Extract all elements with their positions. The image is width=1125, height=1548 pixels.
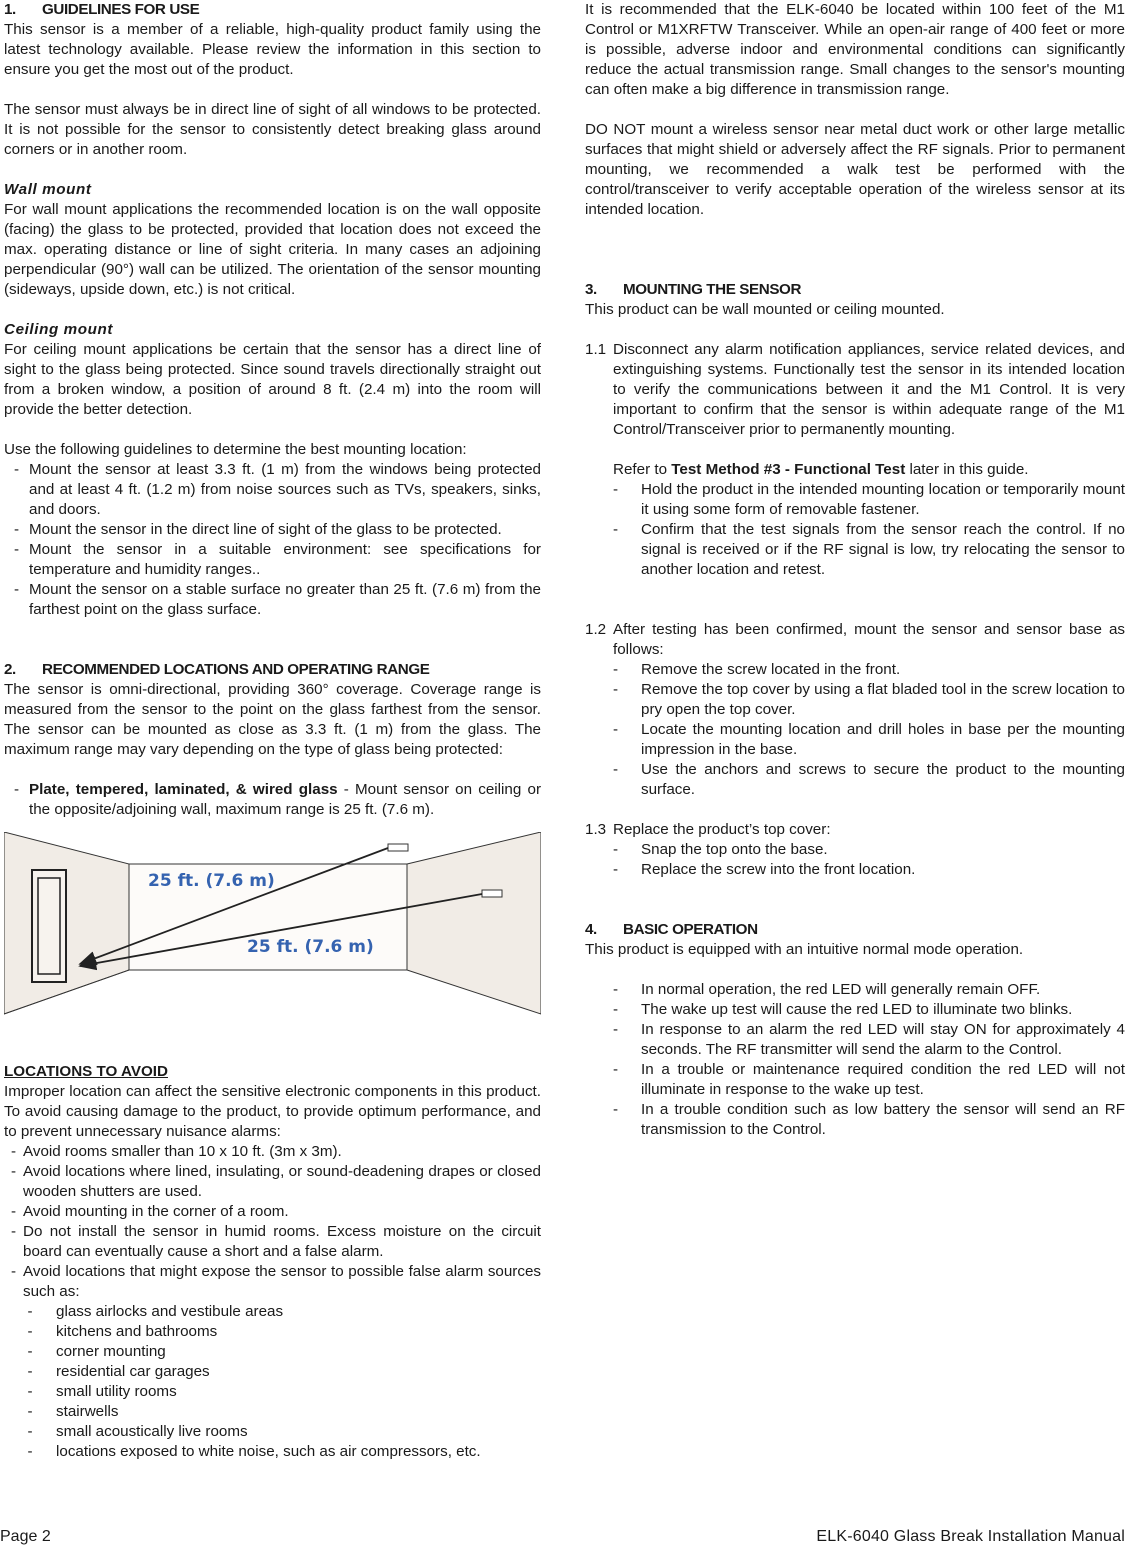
locations-to-avoid-heading: LOCATIONS TO AVOID	[4, 1063, 168, 1080]
list-item: - Hold the product in the intended mounting location or temporarily mount it using some form of removable fastener.	[613, 481, 1125, 518]
list-item: - glass airlocks and vestibule areas	[27, 1303, 284, 1320]
list-item: - small acoustically live rooms	[27, 1423, 248, 1440]
guidelines-intro: Use the following guidelines to determine the best mounting location:	[4, 441, 467, 458]
coverage-paragraph: The sensor is omni-directional, providing 360° coverage. Coverage range is measured from the sensor to the point on the glass farthest from the sensor. The sensor can be mounted as close as 3.3 ft. (1 m) from the glass. The maximum range may vary depending on the type of glass being protected:	[4, 681, 541, 758]
line-of-sight-paragraph: The sensor must always be in direct line of sight of all windows to be protected. It is not possible for the sensor to consistently detect breaking glass around corners or in another room.	[4, 101, 541, 158]
list-item: - Use the anchors and screws to secure the product to the mounting surface.	[613, 761, 1125, 798]
list-item: - small utility rooms	[27, 1383, 177, 1400]
list-item: - Remove the top cover by using a flat bladed tool in the screw location to pry open the top cover.	[613, 681, 1125, 718]
list-item: - The wake up test will cause the red LED to illuminate two blinks.	[613, 1001, 1073, 1018]
left-column	[4, 0, 541, 1462]
transmission-range-paragraph: It is recommended that the ELK-6040 be located within 100 feet of the M1 Control or M1XRFTW Transceiver. While an open-air range of 400 feet or more is possible, adverse indoor and environmental conditions can significantly reduce the actual transmission range. Small changes to the sensor's mounting can often make a big difference in transmission range.	[585, 1, 1125, 98]
ceiling-sensor	[388, 844, 408, 851]
list-item: - In a trouble condition such as low battery the sensor will send an RF transmission to the Control.	[613, 1101, 1125, 1138]
list-item: - stairwells	[27, 1403, 119, 1420]
wall-mount-heading: Wall mount	[4, 181, 92, 198]
refer-test-method: Refer to Test Method #3 - Functional Test later in this guide.	[613, 461, 1029, 478]
range-label-top: 25 ft. (7.6 m)	[148, 871, 275, 891]
section-2-heading: 2. RECOMMENDED LOCATIONS AND OPERATING RANGE	[4, 661, 430, 678]
range-diagram	[4, 832, 541, 1020]
right-column	[585, 0, 1125, 1140]
list-item: - Confirm that the test signals from the sensor reach the control. If no signal is received or if the RF signal is low, try relocating the sensor to another location and retest.	[613, 521, 1125, 578]
step-1-2: 1.2 After testing has been confirmed, mount the sensor and sensor base as follows:	[585, 621, 1125, 658]
wall-mount-text: For wall mount applications the recommended location is on the wall opposite (facing) the glass to be protected, provided that location does not exceed the max. operating distance or line of sight criteria. In many cases an adjoining perpendicular (90°) wall can be utilized. The orientation of the sensor mounting (sideways, upside down, etc.) is not critical.	[4, 201, 541, 298]
glass-type-item: - Plate, tempered, laminated, & wired glass - Mount sensor on ceiling or the opposite/adjoining wall, maximum range is 25 ft. (7.6 m).	[13, 781, 542, 818]
wall-sensor	[482, 890, 502, 897]
list-item: - In normal operation, the red LED will generally remain OFF.	[613, 981, 1041, 998]
list-item: - Avoid rooms smaller than 10 x 10 ft. (3m x 3m).	[10, 1143, 342, 1160]
ceiling-mount-heading: Ceiling mount	[4, 321, 114, 338]
mounting-intro: This product can be wall mounted or ceiling mounted.	[585, 301, 945, 318]
list-item: - Avoid mounting in the corner of a room.	[10, 1203, 289, 1220]
section-3-heading: 3. MOUNTING THE SENSOR	[585, 281, 802, 298]
list-item: - Avoid locations where lined, insulating, or sound-deadening drapes or closed wooden shutters are used.	[10, 1163, 541, 1200]
list-item: - residential car garages	[27, 1363, 210, 1380]
list-item: - Mount the sensor in a suitable environment: see specifications for temperature and humidity ranges..	[13, 541, 541, 578]
list-item: - Mount the sensor at least 3.3 ft. (1 m) from the windows being protected and at least 4 ft. (1.2 m) from noise sources such as TVs, speakers, sinks, and doors.	[13, 461, 541, 518]
step-1-3: 1.3 Replace the product’s top cover:	[585, 821, 831, 838]
list-item: - locations exposed to white noise, such as air compressors, etc.	[27, 1443, 481, 1460]
false-alarm-sources-list	[4, 1302, 541, 1462]
window	[32, 870, 66, 982]
metal-warning-paragraph: DO NOT mount a wireless sensor near metal duct work or other large metallic surfaces that might shield or adversely affect the RF signals. Prior to permanent mounting, we recommended a walk test be performed with the control/transceiver to verify acceptable operation of the wireless sensor at its intended location.	[585, 121, 1125, 218]
list-item: - Replace the screw into the front location.	[613, 861, 916, 878]
list-item: - Locate the mounting location and drill holes in base per the mounting impression in the base.	[613, 721, 1125, 758]
operation-intro: This product is equipped with an intuitive normal mode operation.	[585, 941, 1024, 958]
list-item: - Mount the sensor in the direct line of sight of the glass to be protected.	[13, 521, 502, 538]
avoid-intro: Improper location can affect the sensitive electronic components in this product. To avoid causing damage to the product, to provide optimum performance, and to prevent unnecessary nuisance alarms:	[4, 1083, 541, 1140]
ceiling-mount-text: For ceiling mount applications be certain that the sensor has a direct line of sight to the glass being protected. Since sound travels directionally straight out from a broken window, a position of around 8 ft. (2.4 m) into the room will provide the better detection.	[4, 341, 541, 418]
list-item: - Avoid locations that might expose the sensor to possible false alarm sources such as:	[10, 1263, 541, 1300]
avoid-list	[4, 1142, 541, 1302]
right-wall	[407, 832, 541, 1014]
section-1-heading: 1. GUIDELINES FOR USE	[4, 1, 200, 18]
page-number: Page 2	[0, 1528, 51, 1545]
intro-paragraph: This sensor is a member of a reliable, high-quality product family using the latest technology available. Please review the information in this section to ensure you get the most out of the product.	[4, 21, 541, 78]
guidelines-list	[4, 460, 541, 620]
list-item: - Mount the sensor on a stable surface no greater than 25 ft. (7.6 m) from the farthest point on the glass surface.	[13, 581, 541, 618]
list-item: - In response to an alarm the red LED will stay ON for approximately 4 seconds. The RF transmitter will send the alarm to the Control.	[613, 1021, 1125, 1058]
list-item: - Do not install the sensor in humid rooms. Excess moisture on the circuit board can eventually cause a short and a false alarm.	[10, 1223, 541, 1260]
list-item: - Snap the top onto the base.	[613, 841, 828, 858]
list-item: - corner mounting	[27, 1343, 166, 1360]
range-label-bottom: 25 ft. (7.6 m)	[247, 937, 374, 957]
list-item: - kitchens and bathrooms	[27, 1323, 218, 1340]
step-1-1: 1.1 Disconnect any alarm notification appliances, service related devices, and extinguishing systems. Functionally test the sensor in its intended location to verify the communications between it and the M1 Control. It is very important to confirm that the sensor is within adequate range of the M1 Control/Transceiver prior to permanently mounting.	[585, 341, 1125, 438]
list-item: - Remove the screw located in the front.	[613, 661, 901, 678]
section-4-heading: 4. BASIC OPERATION	[585, 921, 758, 938]
manual-title: ELK-6040 Glass Break Installation Manual	[816, 1528, 1125, 1545]
list-item: - In a trouble or maintenance required condition the red LED will not illuminate in response to the wake up test.	[613, 1061, 1125, 1098]
